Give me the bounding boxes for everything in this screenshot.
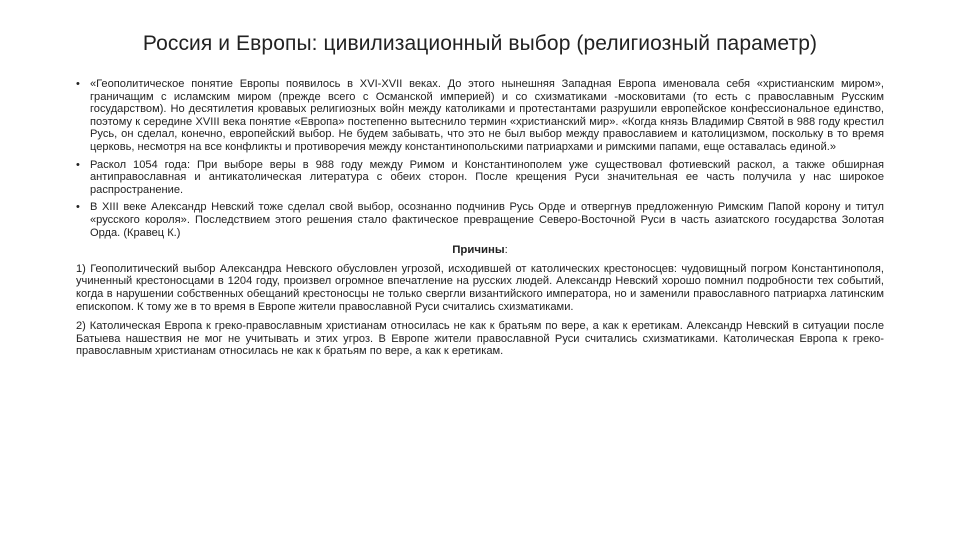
bullet-item xyxy=(76,159,884,197)
slide-content xyxy=(76,78,884,365)
reasons-heading-colon: : xyxy=(504,244,508,257)
reasons-heading xyxy=(76,244,884,257)
bullet-text: «Геополитическое понятие Европы появилось в XVI-XVII веках. До этого нынешняя Западная Европа именовала себя «христианским миром», граничащим с исламским миром (прежде всего с Османской империей) и со схизматиками -московитами (то есть с православным Русским государством). Но десятилетия кровавых религиозных войн между католиками и протестантами разрушили европейское конфессиональное единство, поэтому к середине XVIII века понятие «Европа» постепенно вытеснило термин «христианский мир». «Когда князь Владимир Святой в 988 году крестил Русь, он сделал, конечно, европейский выбор. Не будем забывать, что это не был выбор между православием и католицизмом, поскольку в то время церковь, несмотря на все конфликты и противоречия между константинопольскими патриархами и римскими папами, еще оставалась единой.» xyxy=(90,78,884,153)
bullet-marker: • xyxy=(76,158,80,171)
slide-title: Россия и Европы: цивилизационный выбор (религиозный параметр) xyxy=(142,32,818,55)
reason-paragraph: 2) Католическая Европа к греко-православным христианам относилась не как к братьям по вере, а как к еретикам. Александр Невский в ситуации после Батыева нашествия не мог не учитывать и этих угроз. В Европе жители православной Руси считались схизматиками. Католическая Европа к греко-православным христианам относилась не как к братьям по вере, а как к еретикам. xyxy=(76,320,884,358)
bullet-marker: • xyxy=(76,201,80,214)
bullet-text: Раскол 1054 года: При выборе веры в 988 году между Римом и Константинополем уже существовал фотиевский раскол, а также обширная антиправославная и антикатолическая литература с обеих сторон. После крещения Руси значительная ее часть получила у нас широкое распространение. xyxy=(90,158,884,196)
reason-paragraph: 1) Геополитический выбор Александра Невского обусловлен угрозой, исходившей от католических крестоносцев: чудовищный погром Константинополя, учиненный крестоносцами в 1204 году, произвел огромное впечатление на русских людей. Александр Невский хорошо помнил подробности тех событий, когда в нарушении собственных обещаний крестоносцы не только свергли византийского императора, но и заменили православного патриарха латинским епископом. К тому же в то время в Европе жители православной Руси считались схизматиками. xyxy=(76,262,884,313)
reasons-heading-label: Причины xyxy=(452,244,505,257)
bullet-marker: • xyxy=(76,78,80,90)
bullet-item xyxy=(76,78,884,154)
bullet-text: В XIII веке Александр Невский тоже сделал свой выбор, осознанно подчинив Русь Орде и отвергнув предложенную Римским Папой корону и титул «русского короля». Последствием этого решения стало фактическое превращение Северо-Восточной Руси в часть азиатского государства Золотая Орда. (Кравец К.) xyxy=(90,201,884,239)
bullet-item xyxy=(76,201,884,239)
